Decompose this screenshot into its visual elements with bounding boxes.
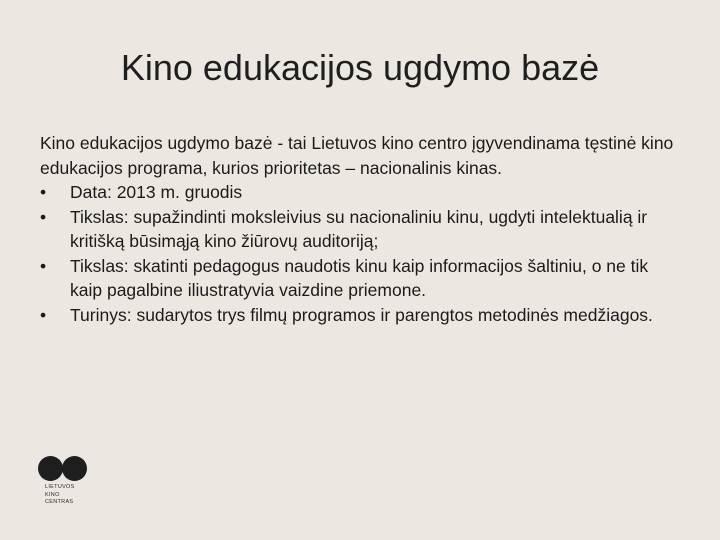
bullet-dot-icon: • (40, 206, 47, 227)
bullet-text: Tikslas: supažindinti moksleivius su nacionaliniu kinu, ugdyti intelektualią ir kritišką būsimąją kino žiūrovų auditoriją; (70, 206, 648, 251)
bullet-item (40, 254, 680, 303)
bullet-text: Turinys: sudarytos trys filmų programos ir parengtos metodinės medžiagos. (70, 304, 653, 325)
bullet-text: Tikslas: skatinti pedagogus naudotis kinu kaip informacijos šaltiniu, o ne tik kaip pagalbine iliustratyvia vaizdine priemone. (70, 255, 649, 300)
bullet-item (40, 303, 680, 328)
bullet-item (40, 180, 680, 205)
bullet-list (40, 180, 680, 327)
logo-circle-left-icon (38, 456, 63, 481)
logo-wordmark (36, 484, 92, 507)
bullet-item (40, 205, 680, 254)
logo-line: CENTRAS (45, 499, 74, 505)
logo-line: LIETUVOS (45, 484, 75, 490)
bullet-dot-icon: • (40, 304, 47, 325)
lietuvos-kino-centras-logo (36, 456, 92, 540)
intro-paragraph: Kino edukacijos ugdymo bazė - tai Lietuvos kino centro įgyvendinama tęstinė kino edukacijos programa, kurios prioritetas – nacionalinis kinas. (40, 133, 674, 178)
bullet-dot-icon: • (40, 255, 47, 276)
logo-circle-right-icon (62, 456, 87, 481)
bullet-dot-icon: • (40, 182, 47, 202)
logo-line: KINO (45, 491, 60, 498)
logo-circles-icon (36, 456, 92, 482)
slide-body (40, 131, 680, 327)
slide-title: Kino edukacijos ugdymo bazė (120, 47, 600, 88)
bullet-text: Data: 2013 m. gruodis (70, 182, 243, 202)
